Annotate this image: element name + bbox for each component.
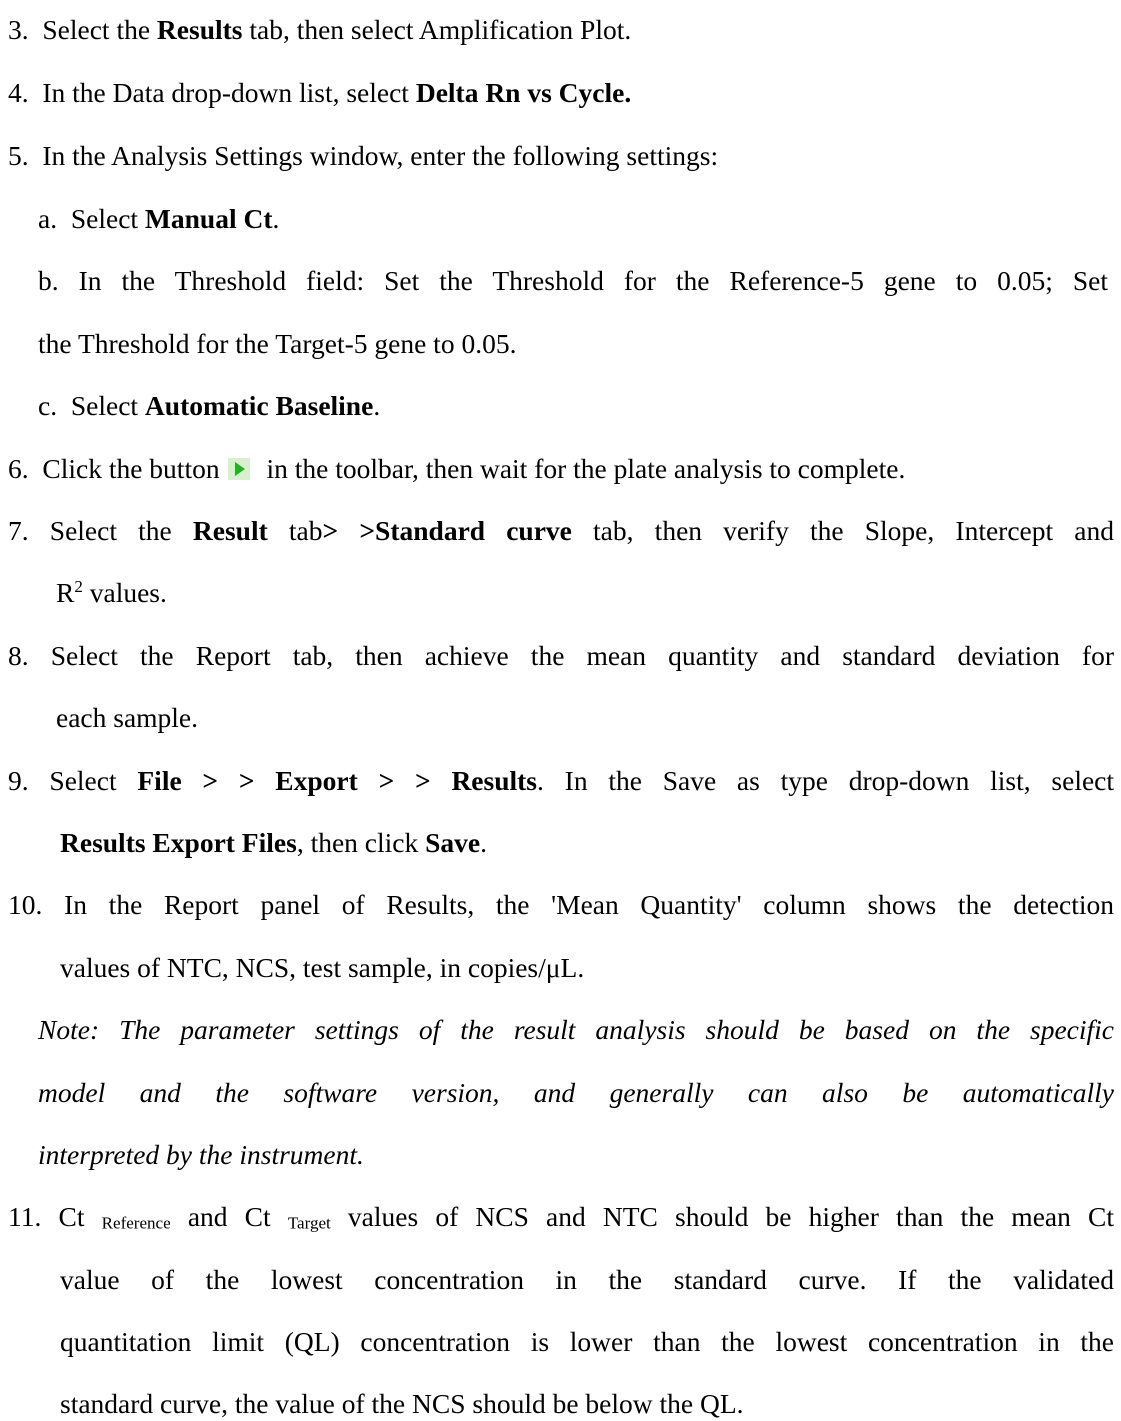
step-7-line-1: 7. Select the Result tab> >Standard curve tab, then verify the Slope, Intercept and [8,515,1114,546]
step-11-line-4: standard curve, the value of the NCS should be below the QL. [60,1388,744,1419]
note-line-2: model and the software version, and generally can also be automatically [38,1077,1114,1108]
step-9-line-2: Results Export Files, then click Save. [60,827,487,858]
step-5: 5. In the Analysis Settings window, enter the following settings: [8,140,719,171]
play-icon [228,458,250,480]
step-11-line-1: 11. Ct $_{Reference}$ and Ct $_{Target}$ values of NCS and NTC should be higher than the mean Ct [8,1201,1114,1233]
note-line-1: Note: The parameter settings of the result analysis should be based on the specific [38,1014,1114,1045]
step-4: 4. In the Data drop-down list, select Delta Rn vs Cycle. [8,77,632,108]
step-6: 6. Click the button in the toolbar, then wait for the plate analysis to complete. [8,453,906,484]
step-8-line-2: each sample. [56,702,199,733]
step-5b-line-2: the Threshold for the Target-5 gene to 0.05. [38,328,517,359]
step-7-line-2: $R^2$ values. [56,576,167,608]
note-line-3: interpreted by the instrument. [38,1139,364,1170]
step-8-line-1: 8. Select the Report tab, then achieve the mean quantity and standard deviation for [8,640,1114,671]
step-11-line-2: value of the lowest concentration in the standard curve. If the validated [60,1264,1114,1295]
step-9-line-1: 9. Select File > > Export > > Results. In the Save as type drop-down list, select [8,765,1115,796]
step-5b-line-1: b. In the Threshold field: Set the Threshold for the Reference-5 gene to 0.05; Set [38,265,1108,296]
step-5c: c. Select Automatic Baseline. [38,390,381,421]
step-10-line-1: 10. In the Report panel of Results, the 'Mean Quantity' column shows the detection [8,889,1115,920]
step-10-line-2: values of NTC, NCS, test sample, in copies/μL. [60,952,585,983]
step-3: 3. Select the Results tab, then select Amplification Plot. [8,14,632,45]
step-5a: a. Select Manual Ct. [38,203,280,234]
step-11-line-3: quantitation limit (QL) concentration is lower than the lowest concentration in the [60,1326,1114,1357]
